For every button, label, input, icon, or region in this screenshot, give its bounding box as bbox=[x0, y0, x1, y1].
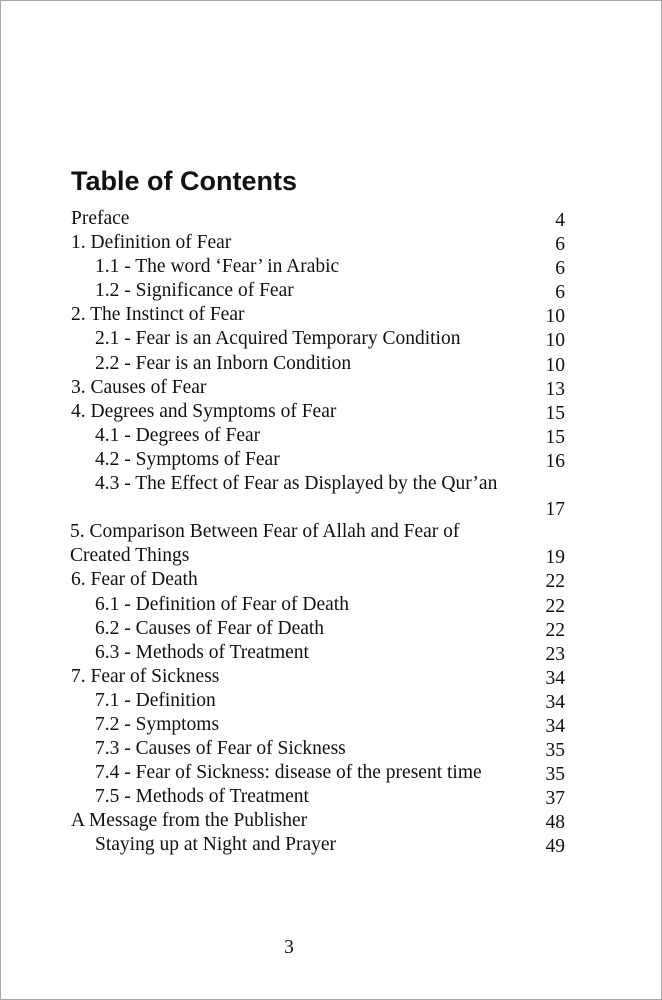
toc-entry-page: 10 bbox=[545, 306, 565, 328]
toc-subentry bbox=[1, 593, 662, 617]
toc-entry-title: 7. Fear of Sickness bbox=[71, 665, 220, 687]
toc-entry-title: 4.1 - Degrees of Fear bbox=[95, 424, 261, 446]
toc-entry-page: 22 bbox=[545, 595, 565, 617]
toc-entry-title: 1.1 - The word ‘Fear’ in Arabic bbox=[95, 256, 340, 278]
toc-entry-title: 5. Comparison Between Fear of Allah and Fear of bbox=[70, 521, 460, 543]
toc-list bbox=[1, 207, 662, 858]
toc-subentry bbox=[1, 472, 662, 496]
toc-subentry bbox=[1, 279, 662, 303]
toc-entry bbox=[1, 809, 662, 833]
toc-subentry bbox=[1, 641, 662, 665]
toc-entry-title: 7.3 - Causes of Fear of Sickness bbox=[95, 738, 346, 760]
toc-entry-title: 1. Definition of Fear bbox=[71, 232, 232, 254]
toc-entry-title: 6.2 - Causes of Fear of Death bbox=[95, 617, 325, 639]
toc-entry-title: 4. Degrees and Symptoms of Fear bbox=[71, 400, 337, 422]
toc-entry-title: 7.2 - Symptoms bbox=[95, 713, 220, 735]
toc-subentry bbox=[1, 761, 662, 785]
toc-entry-page: 35 bbox=[545, 740, 565, 762]
toc-entry bbox=[1, 568, 662, 592]
toc-entry-page: 34 bbox=[545, 667, 565, 689]
toc-entry-title: 7.4 - Fear of Sickness: disease of the present time bbox=[95, 762, 482, 784]
toc-subentry bbox=[1, 327, 662, 351]
toc-entry bbox=[1, 231, 662, 255]
toc-entry-page: 6 bbox=[555, 234, 565, 256]
toc-subentry bbox=[1, 352, 662, 376]
toc-entry-page: 35 bbox=[545, 764, 565, 786]
toc-subentry bbox=[1, 785, 662, 809]
toc-entry-page: 17 bbox=[545, 499, 565, 521]
toc-entry-title: 4.3 - The Effect of Fear as Displayed by the Qur’an bbox=[95, 473, 498, 495]
toc-entry-continuation bbox=[1, 496, 662, 520]
toc-subentry bbox=[1, 617, 662, 641]
toc-entry bbox=[1, 207, 662, 231]
toc-entry-page: 37 bbox=[545, 788, 565, 810]
toc-entry bbox=[1, 376, 662, 400]
toc-entry-page: 19 bbox=[545, 547, 565, 569]
toc-entry-page: 49 bbox=[545, 836, 565, 858]
toc-entry bbox=[1, 665, 662, 689]
toc-entry-title: 1.2 - Significance of Fear bbox=[95, 280, 294, 302]
page-number: 3 bbox=[284, 937, 294, 958]
toc-entry bbox=[1, 400, 662, 424]
toc-entry-page: 10 bbox=[545, 354, 565, 376]
toc-subentry bbox=[1, 689, 662, 713]
toc-subentry bbox=[1, 424, 662, 448]
toc-entry bbox=[1, 520, 662, 544]
toc-entry-title: 2.2 - Fear is an Inborn Condition bbox=[95, 352, 352, 374]
toc-entry-title: 6.1 - Definition of Fear of Death bbox=[95, 593, 349, 615]
toc-entry-title: 2.1 - Fear is an Acquired Temporary Condition bbox=[95, 328, 461, 350]
toc-entry-page: 23 bbox=[545, 643, 565, 665]
toc-entry-page: 48 bbox=[545, 812, 565, 834]
toc-entry-title: 6. Fear of Death bbox=[71, 569, 198, 591]
toc-entry-page: 10 bbox=[545, 330, 565, 352]
toc-entry-page: 6 bbox=[555, 258, 565, 280]
toc-entry-title: 3. Causes of Fear bbox=[71, 376, 207, 398]
toc-entry-title: 4.2 - Symptoms of Fear bbox=[95, 448, 280, 470]
toc-subentry bbox=[1, 255, 662, 279]
toc-entry-page: 34 bbox=[545, 691, 565, 713]
toc-entry-page: 13 bbox=[545, 378, 565, 400]
toc-subentry bbox=[1, 833, 662, 857]
toc-entry-title: 7.1 - Definition bbox=[95, 689, 216, 711]
toc-entry-page: 34 bbox=[545, 715, 565, 737]
toc-entry-page: 6 bbox=[555, 282, 565, 304]
toc-entry-title: A Message from the Publisher bbox=[71, 810, 308, 832]
toc-entry-page: 15 bbox=[545, 402, 565, 424]
toc-subentry bbox=[1, 448, 662, 472]
toc-entry-page: 16 bbox=[545, 450, 565, 472]
toc-entry bbox=[1, 303, 662, 327]
toc-entry-page: 22 bbox=[545, 619, 565, 641]
toc-entry-page: 4 bbox=[555, 210, 565, 231]
toc-entry-continuation bbox=[1, 544, 662, 568]
toc-subentry bbox=[1, 737, 662, 761]
toc-entry-title: 6.3 - Methods of Treatment bbox=[95, 641, 309, 663]
toc-entry-title: 2. The Instinct of Fear bbox=[71, 304, 245, 326]
toc-entry-page: 22 bbox=[545, 571, 565, 593]
toc-entry-page: 15 bbox=[545, 426, 565, 448]
toc-entry-title: Created Things bbox=[70, 545, 190, 567]
toc-entry-title: Preface bbox=[71, 208, 130, 229]
toc-entry-title: 7.5 - Methods of Treatment bbox=[95, 786, 309, 808]
toc-entry-title: Staying up at Night and Prayer bbox=[95, 834, 336, 856]
page-title: Table of Contents bbox=[71, 166, 297, 196]
toc-subentry bbox=[1, 713, 662, 737]
